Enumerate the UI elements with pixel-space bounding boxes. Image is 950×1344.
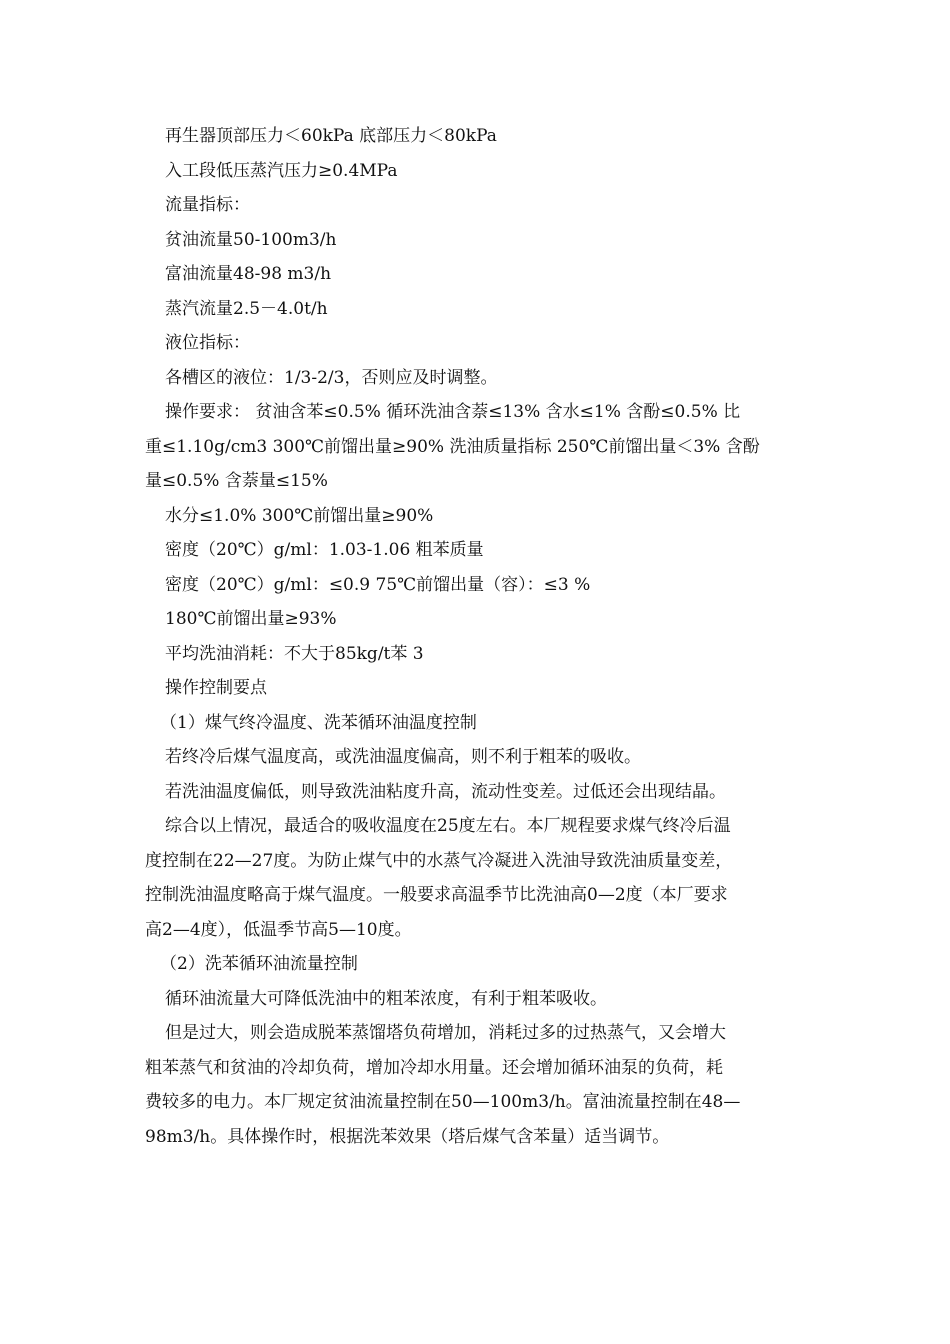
section1-paragraph2: 若洗油温度偏低，则导致洗油粘度升高，流动性变差。过低还会出现结晶。 [165,781,726,802]
section1-paragraph3-line2: 度控制在22—27度。为防止煤气中的水蒸气冷凝进入洗油导致洗油质量变差， [145,850,733,871]
text-line-level-indicators: 液位指标： [165,333,250,353]
section1-paragraph3-line3: 控制洗油温度略高于煤气温度。一般要求高温季节比洗油高0—2度（本厂要求 [145,885,728,905]
text-line-steam-flow: 蒸汽流量2.5－4.0t/h [165,298,328,319]
section2-paragraph2-line4: 98m3/h。具体操作时，根据洗苯效果（塔后煤气含苯量）适当调节。 [145,1126,670,1147]
document-body [145,119,810,1154]
spec-line-avg-consumption: 平均洗油消耗：不大于85kg/t苯 3 [165,643,424,664]
section2-paragraph2-line2: 粗苯蒸气和贫油的冷却负荷，增加冷却水用量。还会增加循环油泵的负荷，耗 [145,1057,723,1078]
text-line-flow-indicators: 流量指标： [165,195,250,215]
text-line-steam-pressure: 入工段低压蒸汽压力≥0.4MPa [165,160,398,181]
text-line-rich-oil-flow: 富油流量48-98 m3/h [165,264,332,284]
section1-paragraph3-line4: 高2—4度），低温季节高5—10度。 [145,919,412,940]
spec-line-density-crude-benzene: 密度（20℃）g/ml：≤0.9 75℃前馏出量（容）：≤3 % [165,574,591,595]
section2-heading: （2）洗苯循环油流量控制 [160,954,358,974]
section1-paragraph1: 若终冷后煤气温度高，或洗油温度偏高，则不利于粗苯的吸收。 [165,747,641,767]
section-title-control-points: 操作控制要点 [165,678,267,698]
operation-requirements-line2: 重≤1.10g/cm3 300℃前馏出量≥90% 洗油质量指标 250℃前馏出量＜3% 含酚 [145,436,760,457]
section1-paragraph3-line1: 综合以上情况，最适合的吸收温度在25度左右。本厂规程要求煤气终冷后温 [165,816,731,836]
text-line-lean-oil-flow: 贫油流量50-100m3/h [165,229,337,250]
text-line-tank-level: 各槽区的液位：1/3-2/3，否则应及时调整。 [165,367,498,388]
spec-line-water: 水分≤1.0% 300℃前馏出量≥90% [165,505,434,526]
operation-requirements-line1: 操作要求： 贫油含苯≤0.5% 循环洗油含萘≤13% 含水≤1% 含酚≤0.5% 比 [165,402,741,422]
spec-line-density-wash-oil: 密度（20℃）g/ml：1.03-1.06 粗苯质量 [165,540,484,560]
section1-heading: （1）煤气终冷温度、洗苯循环油温度控制 [160,712,477,733]
text-line-regenerator-pressure: 再生器顶部压力＜60kPa 底部压力＜80kPa [165,126,497,146]
section2-paragraph2-line3: 费较多的电力。本厂规定贫油流量控制在50—100m3/h。富油流量控制在48— [145,1092,741,1112]
operation-requirements-line3: 量≤0.5% 含萘量≤15% [145,471,328,491]
section2-paragraph2-line1: 但是过大，则会造成脱苯蒸馏塔负荷增加，消耗过多的过热蒸气，又会增大 [165,1023,726,1043]
section2-paragraph1: 循环油流量大可降低洗油中的粗苯浓度，有利于粗苯吸收。 [165,988,607,1009]
spec-line-distill-180: 180℃前馏出量≥93% [165,609,337,629]
